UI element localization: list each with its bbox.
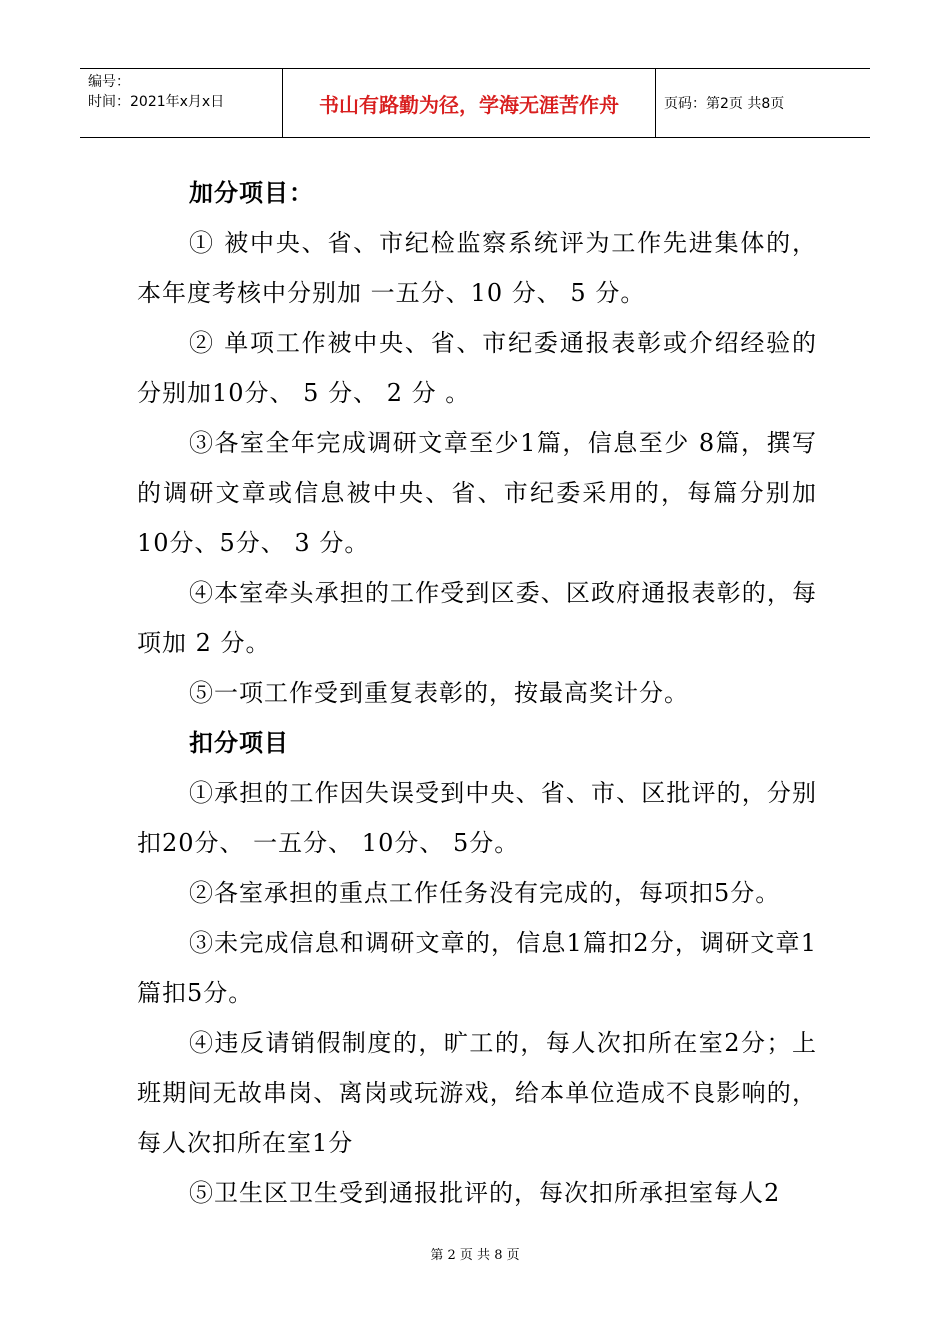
header-motto: 书山有路勤为径，学海无涯苦作舟 — [282, 69, 656, 137]
paragraph: ① 被中央、省、市纪检监察系统评为工作先进集体的，本年度考核中分别加 一五分、10 分、 5 分。 — [137, 229, 817, 307]
paragraph: ④本室牵头承担的工作受到区委、区政府通报表彰的，每项加 2 分。 — [137, 579, 817, 657]
paragraph: ③各室全年完成调研文章至少1篇，信息至少 8篇，撰写的调研文章或信息被中央、省、市纪委采用的，每篇分别加10分、5分、 3 分。 — [137, 429, 817, 557]
number-label: 编号： — [88, 74, 130, 90]
page-footer: 第 2 页 共 8 页 — [430, 1248, 520, 1263]
header-meta — [80, 69, 280, 137]
document-body — [137, 168, 817, 1218]
paragraph: ①承担的工作因失误受到中央、省、市、区批评的，分别扣20分、 一五分、 10分、 5分。 — [137, 779, 817, 857]
paragraph: ② 单项工作被中央、省、市纪委通报表彰或介绍经验的分别加10分、 5 分、 2 分 。 — [137, 329, 817, 407]
time-label: 时间：2021年x月x日 — [88, 94, 225, 110]
paragraph: ⑤卫生区卫生受到通报批评的，每次扣所承担室每人2 — [189, 1179, 781, 1207]
paragraph: ③未完成信息和调研文章的，信息1篇扣2分，调研文章1篇扣5分。 — [137, 929, 817, 1007]
paragraph: ②各室承担的重点工作任务没有完成的，每项扣5分。 — [189, 879, 781, 907]
section-heading-deduction: 扣分项目 — [189, 728, 289, 757]
section-heading-bonus: 加分项目： — [189, 178, 314, 207]
paragraph: ⑤一项工作受到重复表彰的，按最高奖计分。 — [189, 679, 689, 707]
paragraph: ④违反请销假制度的，旷工的，每人次扣所在室2分；上班期间无故串岗、离岗或玩游戏，给本单位造成不良影响的，每人次扣所在室1分 — [137, 1029, 817, 1157]
header-page-info: 页码：第2页 共8页 — [664, 96, 785, 112]
page-header — [80, 68, 870, 138]
